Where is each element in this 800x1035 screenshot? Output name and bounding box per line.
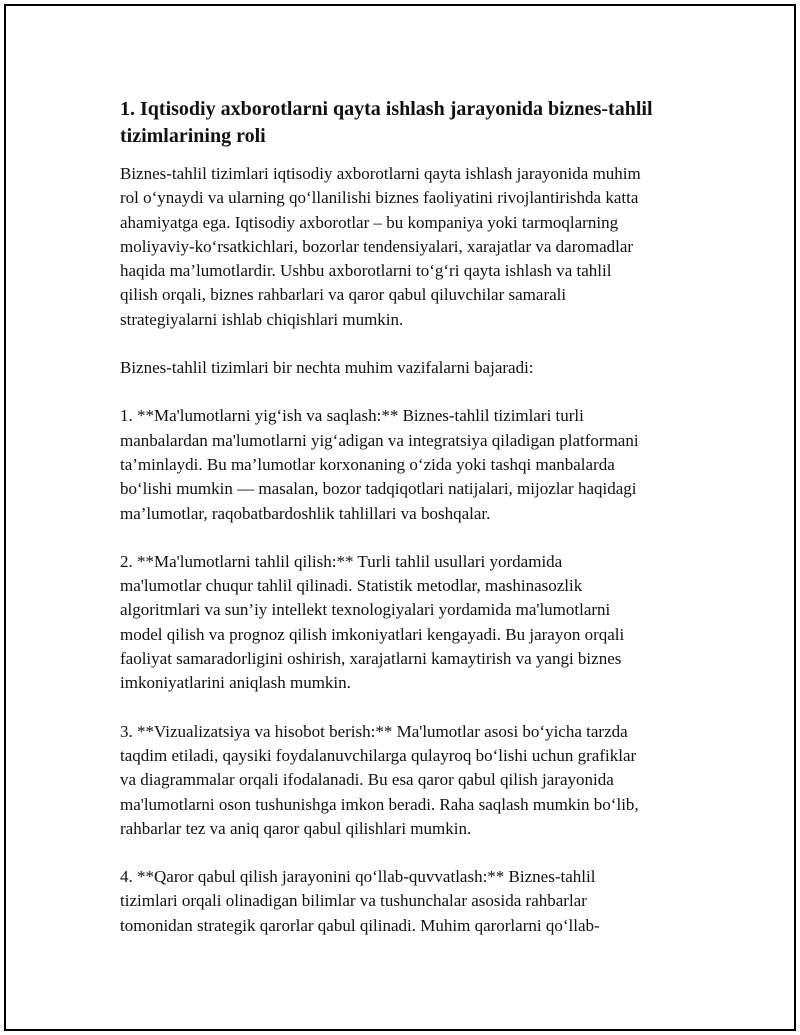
list-item-visualization: 3. **Vizualizatsiya va hisobot berish:** Ma'lumotlar asosi bo‘yicha tarzda taqdim etiladi, qaysiki foydalanuvchilarga qulayroq bo‘lishi uchun grafiklar va diagrammalar orqali ifodalanadi. Bu esa qaror qabul qilish jarayonida ma'lumotlarni oson tushunishga imkon beradi. Raha saqlash mumkin bo‘lib, rahbarlar tez va aniq qaror qabul qilishlari mumkin.: [120, 721, 639, 838]
page-frame: [4, 4, 796, 1031]
intro-paragraph: Biznes-tahlil tizimlari iqtisodiy axborotlarni qayta ishlash jarayonida muhim rol o‘ynaydi va ularning qo‘llanilishi biznes faoliyatini rivojlantirishda katta ahamiyatga ega. Iqtisodiy axborotlar – bu kompaniya yoki tarmoqlarning moliyaviy-ko‘rsatkichlari, bozorlar tendensiyalari, xarajatlar va daromadlar haqida ma’lumotlardir. Ushbu axborotlarni to‘g‘ri qayta ishlash va tahlil qilish orqali, biznes rahbarlari va qaror qabul qiluvchilar samarali strategiyalarni ishlab chiqishlari mumkin.: [120, 164, 641, 329]
list-item-data-analysis: 2. **Ma'lumotlarni tahlil qilish:** Turli tahlil usullari yordamida ma'lumotlar chuqur tahlil qilinadi. Statistik metodlar, mashinasozlik algoritmlari va sun’iy intellekt texnologiyalari yordamida ma'lumotlarni model qilish va prognoz qilish imkoniyatlari kengayadi. Bu jarayon orqali faoliyat samaradorligini oshirish, xarajatlarni kamaytirish va yangi biznes imkoniyatlarini aniqlash mumkin.: [120, 551, 625, 693]
document-body: [120, 96, 700, 962]
list-item-data-collection: 1. **Ma'lumotlarni yig‘ish va saqlash:** Biznes-tahlil tizimlari turli manbalardan ma'lumotlarni yig‘adigan va integratsiya qiladigan platformani ta’minlaydi. Bu ma’lumotlar korxonaning o‘zida yoki tashqi manbalarda bo‘lishi mumkin — masalan, bozor tadqiqotlari natijalari, mijozlar haqidagi ma’lumotlar, raqobatbardoshlik tahlillari va boshqalar.: [120, 406, 639, 523]
functions-intro-paragraph: Biznes-tahlil tizimlari bir nechta muhim vazifalarni bajaradi:: [120, 358, 534, 378]
section-heading: 1. Iqtisodiy axborotlarni qayta ishlash jarayonida biznes-tahlil tizimlarining roli: [120, 98, 653, 147]
list-item-decision-support: 4. **Qaror qabul qilish jarayonini qo‘llab-quvvatlash:** Biznes-tahlil tizimlari orqali olinadigan bilimlar va tushunchalar asosida rahbarlar tomonidan strategik qarorlar qabul qilinadi. Muhim qarorlarni qo‘llab-: [120, 867, 600, 935]
